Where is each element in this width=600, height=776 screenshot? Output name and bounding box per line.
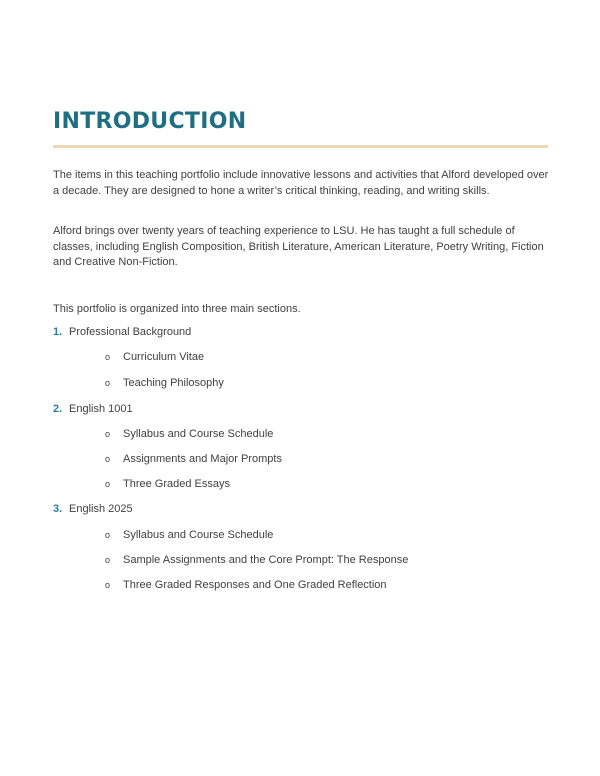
section-number: 2. bbox=[53, 403, 63, 415]
section-number: 1. bbox=[53, 326, 63, 338]
intro-paragraph-1: The items in this teaching portfolio include innovative lessons and activities that Alford developed over a decade. They are designed to hone a writer’s critical thinking, reading, and writing skills. bbox=[53, 169, 549, 197]
section-2 bbox=[53, 402, 133, 417]
section-title: English 1001 bbox=[69, 403, 133, 415]
section-3 bbox=[53, 502, 133, 517]
list-item-label: Sample Assignments and the Core Prompt: The Response bbox=[123, 554, 409, 566]
list-item-label: Syllabus and Course Schedule bbox=[123, 529, 274, 541]
hollow-bullet-icon: o bbox=[105, 429, 111, 439]
list-item bbox=[105, 350, 204, 365]
list-item bbox=[105, 376, 224, 391]
list-item bbox=[105, 427, 273, 442]
list-item-label: Assignments and Major Prompts bbox=[123, 453, 282, 465]
section-title: English 2025 bbox=[69, 503, 133, 515]
section-title: Professional Background bbox=[69, 326, 192, 338]
hollow-bullet-icon: o bbox=[105, 479, 111, 489]
hollow-bullet-icon: o bbox=[105, 454, 111, 464]
list-item bbox=[105, 477, 230, 492]
list-item bbox=[105, 553, 408, 568]
hollow-bullet-icon: o bbox=[105, 580, 111, 590]
list-item bbox=[105, 578, 387, 593]
section-number: 3. bbox=[53, 503, 63, 515]
list-item-label: Three Graded Essays bbox=[123, 478, 230, 490]
hollow-bullet-icon: o bbox=[105, 530, 111, 540]
heading-underline-divider bbox=[53, 145, 548, 148]
list-item bbox=[105, 528, 273, 543]
list-item-label: Three Graded Responses and One Graded Reflection bbox=[123, 579, 387, 591]
section-1 bbox=[53, 325, 191, 340]
list-item-label: Syllabus and Course Schedule bbox=[123, 428, 274, 440]
hollow-bullet-icon: o bbox=[105, 378, 111, 388]
list-item-label: Teaching Philosophy bbox=[123, 377, 224, 389]
intro-paragraph-2: Alford brings over twenty years of teaching experience to LSU. He has taught a full schedule of classes, including English Composition, British Literature, American Literature, Poetry Writing, Fiction and Creative Non-Fiction. bbox=[53, 225, 544, 269]
intro-paragraph-3: This portfolio is organized into three main sections. bbox=[53, 303, 301, 315]
list-item-label: Curriculum Vitae bbox=[123, 351, 205, 363]
page-title: INTRODUCTION bbox=[53, 109, 247, 134]
hollow-bullet-icon: o bbox=[105, 352, 111, 362]
hollow-bullet-icon: o bbox=[105, 555, 111, 565]
list-item bbox=[105, 452, 282, 467]
